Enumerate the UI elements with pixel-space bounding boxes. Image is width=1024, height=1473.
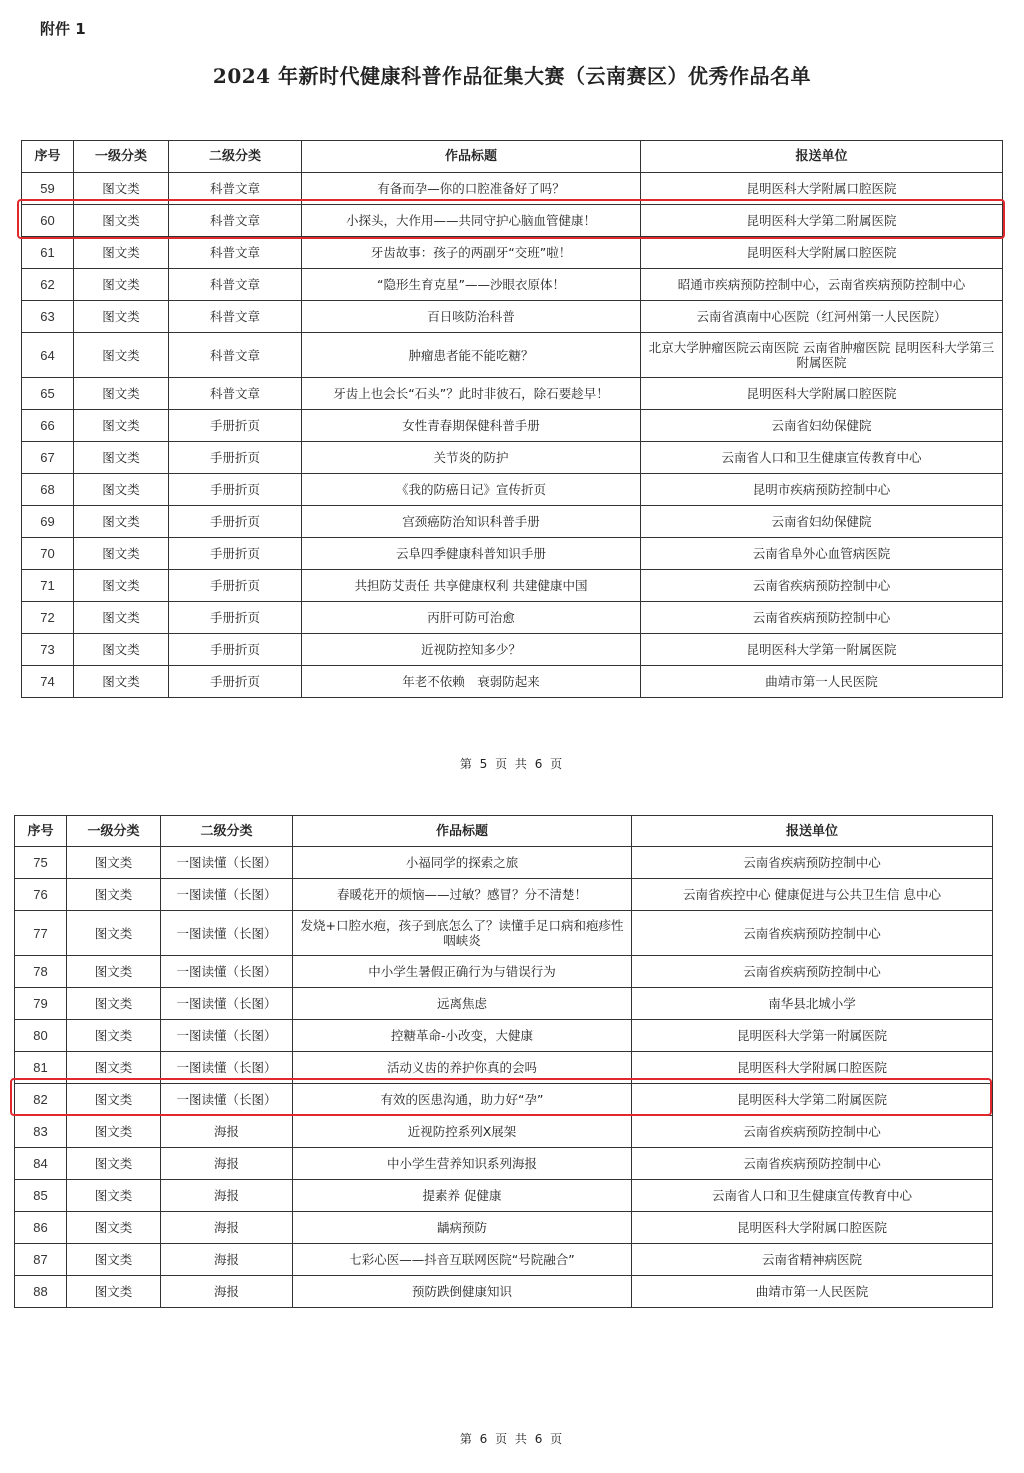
submitting-unit: 南华县北城小学 <box>632 988 993 1020</box>
table-row <box>22 301 1003 333</box>
category-2: 一图读懂（长图） <box>161 988 293 1020</box>
work-title: 共担防艾责任 共享健康权利 共建健康中国 <box>302 570 641 602</box>
category-1: 图文类 <box>74 666 169 698</box>
category-2: 海报 <box>161 1116 293 1148</box>
header-submitting-unit: 报送单位 <box>632 816 993 847</box>
category-1: 图文类 <box>74 301 169 333</box>
row-number: 72 <box>22 602 74 634</box>
work-title: 肿瘤患者能不能吃糖？ <box>302 333 641 378</box>
row-number: 74 <box>22 666 74 698</box>
work-title: 近视防控知多少？ <box>302 634 641 666</box>
table-row <box>22 378 1003 410</box>
table-row <box>15 988 993 1020</box>
category-1: 图文类 <box>67 1276 161 1308</box>
category-1: 图文类 <box>74 333 169 378</box>
row-number: 83 <box>15 1116 67 1148</box>
category-1: 图文类 <box>67 911 161 956</box>
table-row <box>15 1244 993 1276</box>
header-work-title: 作品标题 <box>293 816 632 847</box>
header-work-title: 作品标题 <box>302 141 641 173</box>
work-title: 远离焦虑 <box>293 988 632 1020</box>
table-row <box>22 173 1003 205</box>
submitting-unit: 云南省妇幼保健院 <box>641 410 1003 442</box>
header-category-1: 一级分类 <box>67 816 161 847</box>
row-number: 61 <box>22 237 74 269</box>
work-title: 龋病预防 <box>293 1212 632 1244</box>
row-number: 69 <box>22 506 74 538</box>
table-row <box>15 1020 993 1052</box>
category-1: 图文类 <box>74 506 169 538</box>
work-title: 春暖花开的烦恼——过敏？感冒？分不清楚！ <box>293 879 632 911</box>
category-2: 手册折页 <box>169 602 302 634</box>
submitting-unit: 昆明市疾病预防控制中心 <box>641 474 1003 506</box>
category-1: 图文类 <box>74 442 169 474</box>
work-title: 小福同学的探索之旅 <box>293 847 632 879</box>
work-title: 牙齿故事：孩子的两副牙“交班”啦！ <box>302 237 641 269</box>
work-title: 有备而孕—你的口腔准备好了吗？ <box>302 173 641 205</box>
category-1: 图文类 <box>67 1212 161 1244</box>
row-number: 60 <box>22 205 74 237</box>
submitting-unit: 云南省精神病医院 <box>632 1244 993 1276</box>
category-2: 一图读懂（长图） <box>161 911 293 956</box>
header-no: 序号 <box>15 816 67 847</box>
page-number-5: 第 5 页 共 6 页 <box>459 757 565 771</box>
submitting-unit: 云南省人口和卫生健康宣传教育中心 <box>632 1180 993 1212</box>
table-row <box>15 1180 993 1212</box>
category-1: 图文类 <box>67 1244 161 1276</box>
category-2: 手册折页 <box>169 442 302 474</box>
category-2: 科普文章 <box>169 237 302 269</box>
work-title: 发烧+口腔水疱，孩子到底怎么了？读懂手足口病和疱疹性咽峡炎 <box>293 911 632 956</box>
category-1: 图文类 <box>74 570 169 602</box>
submitting-unit: 昆明医科大学第一附属医院 <box>641 634 1003 666</box>
row-number: 75 <box>15 847 67 879</box>
row-number: 85 <box>15 1180 67 1212</box>
header-category-2: 二级分类 <box>169 141 302 173</box>
page-number-6: 第 6 页 共 6 页 <box>459 1432 565 1446</box>
category-2: 海报 <box>161 1148 293 1180</box>
category-2: 海报 <box>161 1276 293 1308</box>
header-category-2: 二级分类 <box>161 816 293 847</box>
table-row <box>22 205 1003 237</box>
table-row <box>15 1212 993 1244</box>
row-number: 88 <box>15 1276 67 1308</box>
table-row <box>15 1084 993 1116</box>
category-1: 图文类 <box>67 1148 161 1180</box>
submitting-unit: 昆明医科大学第二附属医院 <box>632 1084 993 1116</box>
category-2: 一图读懂（长图） <box>161 956 293 988</box>
row-number: 70 <box>22 538 74 570</box>
category-1: 图文类 <box>74 173 169 205</box>
row-number: 76 <box>15 879 67 911</box>
submitting-unit: 云南省妇幼保健院 <box>641 506 1003 538</box>
row-number: 71 <box>22 570 74 602</box>
category-2: 手册折页 <box>169 538 302 570</box>
work-title: 年老不依赖 衰弱防起来 <box>302 666 641 698</box>
category-1: 图文类 <box>67 847 161 879</box>
submitting-unit: 昆明医科大学附属口腔医院 <box>632 1052 993 1084</box>
table-row <box>22 634 1003 666</box>
submitting-unit: 云南省人口和卫生健康宣传教育中心 <box>641 442 1003 474</box>
table-row <box>15 1052 993 1084</box>
submitting-unit: 曲靖市第一人民医院 <box>632 1276 993 1308</box>
row-number: 84 <box>15 1148 67 1180</box>
awards-table-page-6 <box>14 815 993 1308</box>
row-number: 63 <box>22 301 74 333</box>
category-2: 科普文章 <box>169 205 302 237</box>
work-title: 百日咳防治科普 <box>302 301 641 333</box>
category-2: 手册折页 <box>169 666 302 698</box>
row-number: 80 <box>15 1020 67 1052</box>
category-2: 科普文章 <box>169 173 302 205</box>
category-2: 一图读懂（长图） <box>161 879 293 911</box>
submitting-unit: 云南省疾病预防控制中心 <box>641 570 1003 602</box>
category-2: 海报 <box>161 1244 293 1276</box>
row-number: 77 <box>15 911 67 956</box>
submitting-unit: 昆明医科大学第一附属医院 <box>632 1020 993 1052</box>
row-number: 73 <box>22 634 74 666</box>
table-row <box>22 333 1003 378</box>
category-1: 图文类 <box>67 956 161 988</box>
category-1: 图文类 <box>67 879 161 911</box>
row-number: 82 <box>15 1084 67 1116</box>
table-row <box>15 1116 993 1148</box>
category-1: 图文类 <box>74 474 169 506</box>
category-2: 手册折页 <box>169 474 302 506</box>
attachment-label: 附件 1 <box>40 20 86 38</box>
work-title: 近视防控系列X展架 <box>293 1116 632 1148</box>
table-row <box>15 1148 993 1180</box>
header-submitting-unit: 报送单位 <box>641 141 1003 173</box>
work-title: 中小学生暑假正确行为与错误行为 <box>293 956 632 988</box>
submitting-unit: 曲靖市第一人民医院 <box>641 666 1003 698</box>
category-1: 图文类 <box>74 269 169 301</box>
category-2: 一图读懂（长图） <box>161 847 293 879</box>
category-1: 图文类 <box>67 988 161 1020</box>
category-2: 海报 <box>161 1180 293 1212</box>
row-number: 65 <box>22 378 74 410</box>
row-number: 79 <box>15 988 67 1020</box>
row-number: 68 <box>22 474 74 506</box>
submitting-unit: 昆明医科大学附属口腔医院 <box>641 173 1003 205</box>
row-number: 87 <box>15 1244 67 1276</box>
category-1: 图文类 <box>67 1116 161 1148</box>
submitting-unit: 云南省疾病预防控制中心 <box>632 911 993 956</box>
row-number: 67 <box>22 442 74 474</box>
submitting-unit: 云南省疾病预防控制中心 <box>632 1148 993 1180</box>
submitting-unit: 云南省滇南中心医院（红河州第一人民医院） <box>641 301 1003 333</box>
category-2: 科普文章 <box>169 333 302 378</box>
row-number: 64 <box>22 333 74 378</box>
category-1: 图文类 <box>74 378 169 410</box>
category-2: 科普文章 <box>169 301 302 333</box>
work-title: 预防跌倒健康知识 <box>293 1276 632 1308</box>
category-2: 一图读懂（长图） <box>161 1020 293 1052</box>
row-number: 66 <box>22 410 74 442</box>
submitting-unit: 云南省疾控中心 健康促进与公共卫生信 息中心 <box>632 879 993 911</box>
work-title: 七彩心医——抖音互联网医院“号院融合” <box>293 1244 632 1276</box>
table-row <box>22 442 1003 474</box>
table-row <box>15 1276 993 1308</box>
header-no: 序号 <box>22 141 74 173</box>
table-row <box>15 911 993 956</box>
row-number: 78 <box>15 956 67 988</box>
category-2: 手册折页 <box>169 410 302 442</box>
document-title: 2024 年新时代健康科普作品征集大赛（云南赛区）优秀作品名单 <box>212 64 812 88</box>
submitting-unit: 云南省疾病预防控制中心 <box>632 847 993 879</box>
row-number: 81 <box>15 1052 67 1084</box>
work-title: 云阜四季健康科普知识手册 <box>302 538 641 570</box>
work-title: 《我的防癌日记》宣传折页 <box>302 474 641 506</box>
work-title: 控糖革命-小改变，大健康 <box>293 1020 632 1052</box>
category-2: 海报 <box>161 1212 293 1244</box>
category-2: 手册折页 <box>169 506 302 538</box>
table-row <box>15 956 993 988</box>
category-1: 图文类 <box>74 237 169 269</box>
category-1: 图文类 <box>67 1180 161 1212</box>
submitting-unit: 昆明医科大学附属口腔医院 <box>641 378 1003 410</box>
work-title: 活动义齿的养护你真的会吗 <box>293 1052 632 1084</box>
table-row <box>15 879 993 911</box>
work-title: 牙齿上也会长“石头”？此时非彼石，除石要趁早！ <box>302 378 641 410</box>
work-title: 提素养 促健康 <box>293 1180 632 1212</box>
submitting-unit: 云南省疾病预防控制中心 <box>632 956 993 988</box>
table-row <box>22 666 1003 698</box>
work-title: 有效的医患沟通，助力好“孕” <box>293 1084 632 1116</box>
category-1: 图文类 <box>74 602 169 634</box>
category-2: 手册折页 <box>169 634 302 666</box>
awards-table-page-5 <box>21 140 1003 698</box>
work-title: 小探头，大作用——共同守护心脑血管健康！ <box>302 205 641 237</box>
table-row <box>22 570 1003 602</box>
row-number: 86 <box>15 1212 67 1244</box>
category-1: 图文类 <box>74 538 169 570</box>
table-row <box>22 538 1003 570</box>
category-2: 科普文章 <box>169 269 302 301</box>
table-row <box>22 474 1003 506</box>
category-1: 图文类 <box>74 634 169 666</box>
table-header-row <box>15 816 993 847</box>
category-1: 图文类 <box>67 1020 161 1052</box>
work-title: 丙肝可防可治愈 <box>302 602 641 634</box>
submitting-unit: 云南省疾病预防控制中心 <box>632 1116 993 1148</box>
row-number: 59 <box>22 173 74 205</box>
work-title: 关节炎的防护 <box>302 442 641 474</box>
category-2: 科普文章 <box>169 378 302 410</box>
category-1: 图文类 <box>74 205 169 237</box>
work-title: 女性青春期保健科普手册 <box>302 410 641 442</box>
category-2: 一图读懂（长图） <box>161 1052 293 1084</box>
category-1: 图文类 <box>67 1084 161 1116</box>
table-row <box>22 269 1003 301</box>
submitting-unit: 昆明医科大学附属口腔医院 <box>632 1212 993 1244</box>
work-title: 宫颈癌防治知识科普手册 <box>302 506 641 538</box>
category-2: 一图读懂（长图） <box>161 1084 293 1116</box>
category-1: 图文类 <box>67 1052 161 1084</box>
table-row <box>22 410 1003 442</box>
table-row <box>22 237 1003 269</box>
row-number: 62 <box>22 269 74 301</box>
work-title: 中小学生营养知识系列海报 <box>293 1148 632 1180</box>
header-category-1: 一级分类 <box>74 141 169 173</box>
category-2: 手册折页 <box>169 570 302 602</box>
table-row <box>22 602 1003 634</box>
submitting-unit: 北京大学肿瘤医院云南医院 云南省肿瘤医院 昆明医科大学第三附属医院 <box>641 333 1003 378</box>
submitting-unit: 昆明医科大学第二附属医院 <box>641 205 1003 237</box>
submitting-unit: 云南省阜外心血管病医院 <box>641 538 1003 570</box>
submitting-unit: 云南省疾病预防控制中心 <box>641 602 1003 634</box>
submitting-unit: 昆明医科大学附属口腔医院 <box>641 237 1003 269</box>
category-1: 图文类 <box>74 410 169 442</box>
submitting-unit: 昭通市疾病预防控制中心，云南省疾病预防控制中心 <box>641 269 1003 301</box>
work-title: “隐形生育克星”——沙眼衣原体！ <box>302 269 641 301</box>
table-header-row <box>22 141 1003 173</box>
table-row <box>22 506 1003 538</box>
table-row <box>15 847 993 879</box>
